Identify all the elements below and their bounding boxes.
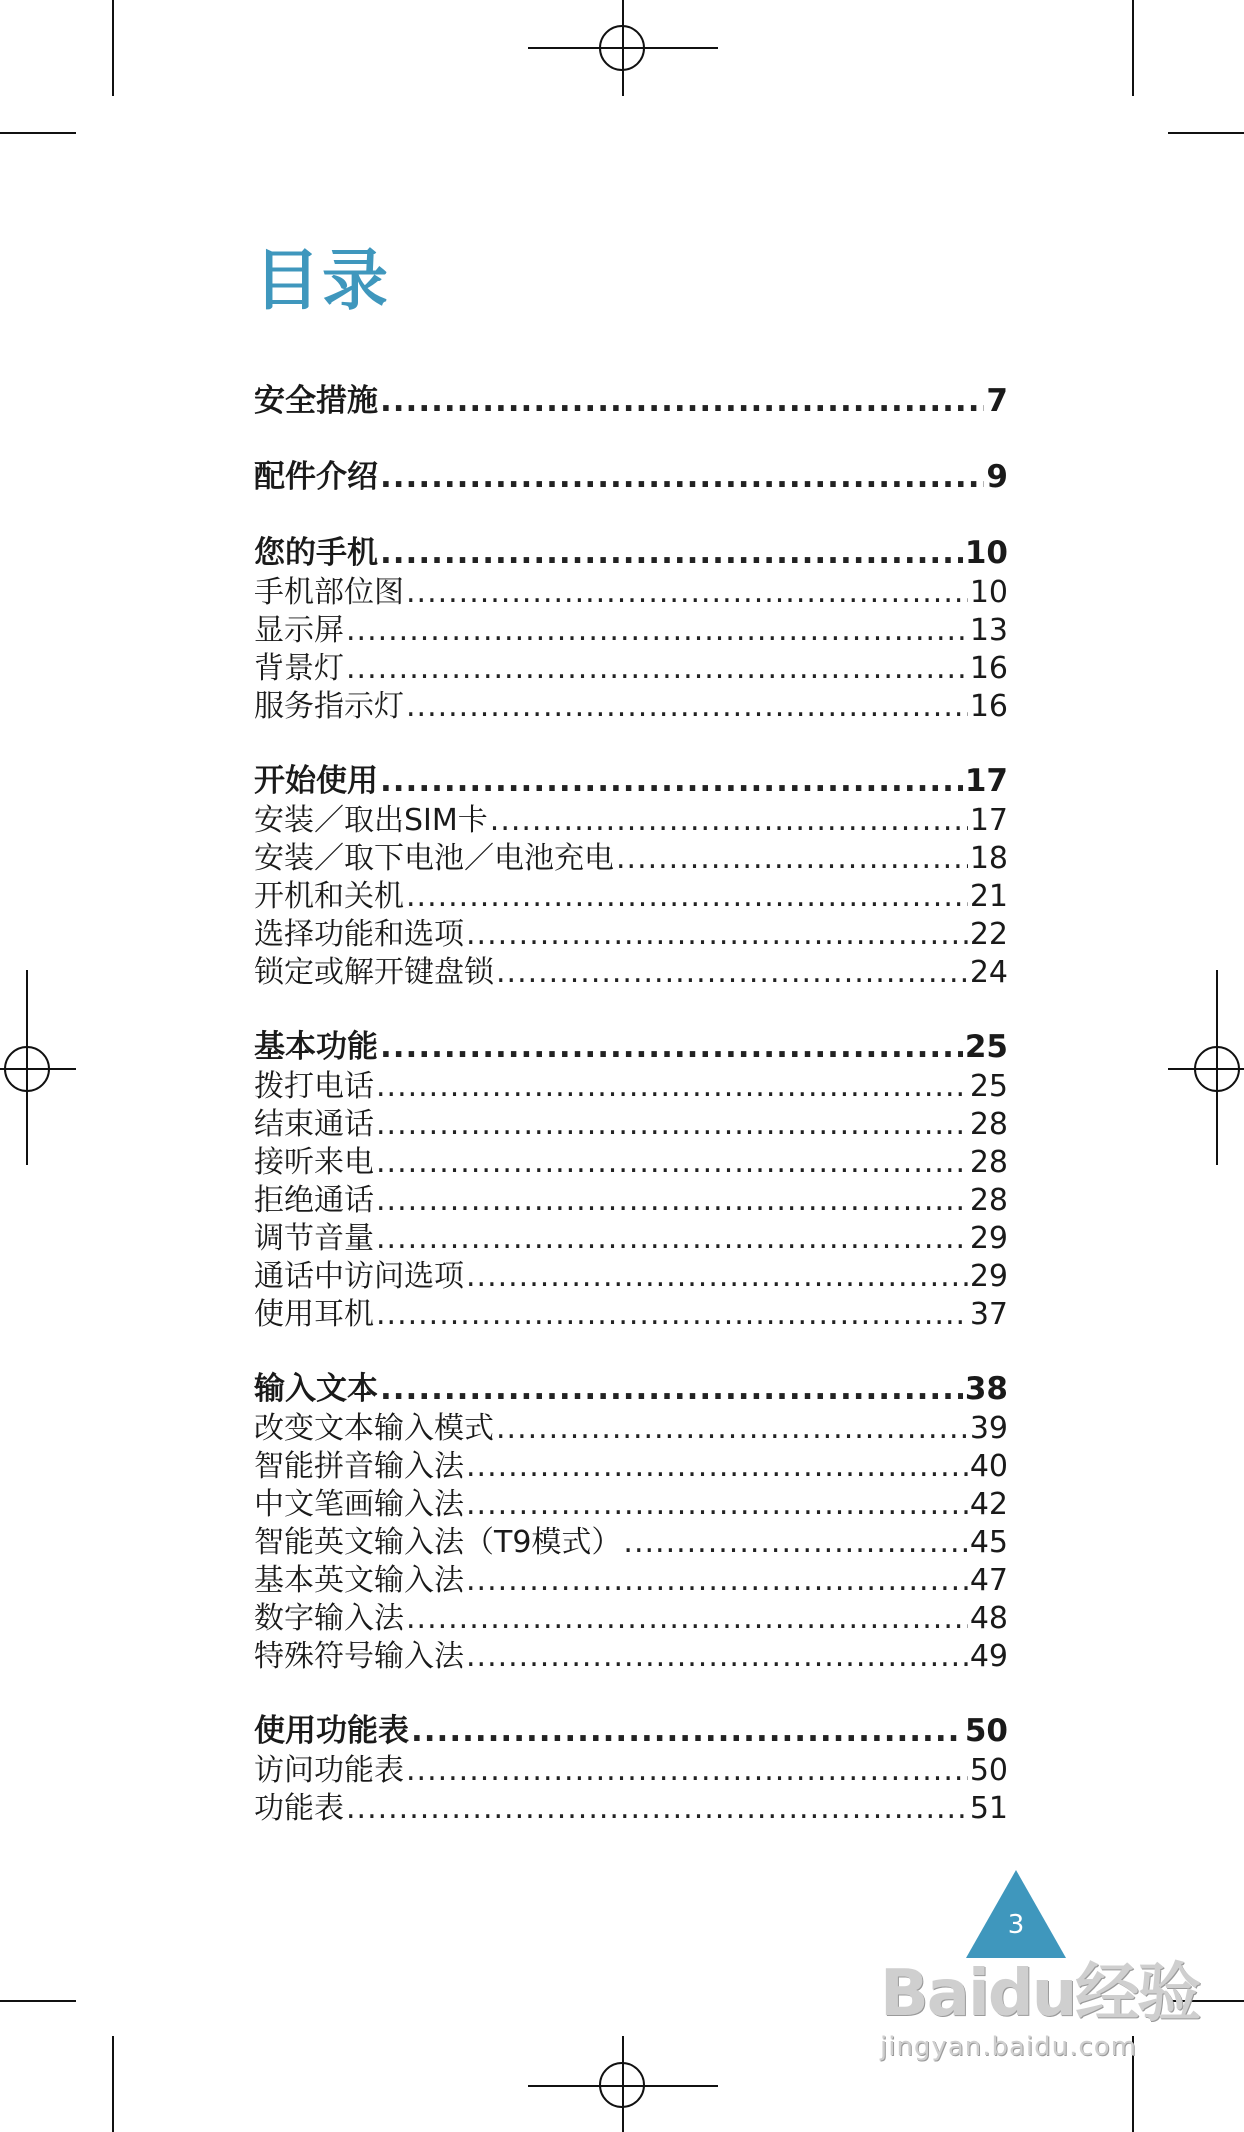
toc-leader-dots (380, 1026, 963, 1068)
toc-entry-label: 开机和关机 (254, 879, 404, 914)
toc-entry-label: 接听来电 (254, 1145, 374, 1180)
toc-section (254, 380, 1008, 422)
toc-entry-label: 结束通话 (254, 1107, 374, 1142)
toc-entry[interactable] (254, 688, 1008, 726)
toc-entry-label: 显示屏 (254, 613, 344, 648)
toc-entry-label: 开始使用 (254, 763, 378, 799)
table-of-contents (254, 380, 1008, 1862)
toc-entry-page: 51 (969, 1791, 1008, 1826)
toc-entry-page: 45 (969, 1525, 1008, 1560)
toc-entry[interactable] (254, 1144, 1008, 1182)
toc-leader-dots (376, 1220, 968, 1258)
toc-leader-dots (380, 760, 963, 802)
toc-entry-page: 24 (969, 955, 1008, 990)
toc-section-heading[interactable] (254, 1710, 1008, 1752)
toc-entry-label: 背景灯 (254, 651, 344, 686)
toc-entry-page: 37 (969, 1297, 1008, 1332)
toc-entry-page: 17 (964, 763, 1008, 799)
toc-entry-label: 锁定或解开键盘锁 (254, 955, 494, 990)
toc-entry[interactable] (254, 1106, 1008, 1144)
toc-entry-page: 9 (986, 459, 1008, 495)
toc-entry[interactable] (254, 878, 1008, 916)
toc-entry[interactable] (254, 1486, 1008, 1524)
toc-entry[interactable] (254, 1524, 1008, 1562)
toc-entry-label: 中文笔画输入法 (254, 1487, 464, 1522)
toc-entry-page: 16 (969, 689, 1008, 724)
toc-entry-label: 调节音量 (254, 1221, 374, 1256)
toc-leader-dots (380, 1368, 963, 1410)
toc-entry-page: 50 (964, 1713, 1008, 1749)
toc-section-heading[interactable] (254, 456, 1008, 498)
toc-entry[interactable] (254, 1220, 1008, 1258)
toc-leader-dots (376, 1144, 968, 1182)
toc-entry-label: 拒绝通话 (254, 1183, 374, 1218)
toc-leader-dots (466, 1258, 968, 1296)
toc-section (254, 1710, 1008, 1828)
registration-mark (599, 2062, 645, 2108)
watermark-logo: Baidu经验 (880, 1957, 1200, 2031)
toc-section-heading[interactable] (254, 1368, 1008, 1410)
toc-entry[interactable] (254, 1790, 1008, 1828)
toc-entry-label: 功能表 (254, 1791, 344, 1826)
toc-entry-page: 25 (964, 1029, 1008, 1065)
crop-mark (112, 2036, 114, 2132)
toc-leader-dots (466, 1448, 968, 1486)
toc-entry-page: 42 (969, 1487, 1008, 1522)
crop-mark (0, 132, 76, 134)
toc-entry-page: 39 (969, 1411, 1008, 1446)
toc-entry-page: 29 (969, 1259, 1008, 1294)
toc-leader-dots (376, 1068, 968, 1106)
toc-entry-label: 访问功能表 (254, 1753, 404, 1788)
toc-leader-dots (466, 916, 968, 954)
toc-leader-dots (406, 574, 968, 612)
toc-entry-page: 22 (969, 917, 1008, 952)
toc-entry-page: 21 (969, 879, 1008, 914)
toc-leader-dots (490, 802, 968, 840)
toc-leader-dots (466, 1562, 968, 1600)
toc-section (254, 456, 1008, 498)
toc-entry-page: 47 (969, 1563, 1008, 1598)
crop-mark (0, 2000, 76, 2002)
toc-entry-label: 拨打电话 (254, 1069, 374, 1104)
toc-entry-page: 25 (969, 1069, 1008, 1104)
toc-leader-dots (376, 1296, 968, 1334)
toc-entry[interactable] (254, 1752, 1008, 1790)
toc-leader-dots (380, 456, 984, 498)
toc-entry-label: 您的手机 (254, 535, 378, 571)
toc-leader-dots (496, 954, 968, 992)
toc-entry-label: 数字输入法 (254, 1601, 404, 1636)
toc-leader-dots (346, 612, 968, 650)
toc-entry-page: 10 (969, 575, 1008, 610)
toc-leader-dots (376, 1182, 968, 1220)
registration-mark (599, 25, 645, 71)
toc-entry-label: 安装／取出SIM卡 (254, 803, 488, 838)
toc-section-heading[interactable] (254, 760, 1008, 802)
toc-section (254, 760, 1008, 992)
toc-entry-label: 改变文本输入模式 (254, 1411, 494, 1446)
toc-section-heading[interactable] (254, 1026, 1008, 1068)
toc-entry-page: 28 (969, 1145, 1008, 1180)
page-number: 3 (1007, 1910, 1025, 1940)
registration-mark (1194, 1046, 1240, 1092)
toc-entry-label: 输入文本 (254, 1371, 378, 1407)
toc-entry-label: 智能拼音输入法 (254, 1449, 464, 1484)
toc-entry[interactable] (254, 1182, 1008, 1220)
toc-entry-label: 特殊符号输入法 (254, 1639, 464, 1674)
toc-entry[interactable] (254, 1600, 1008, 1638)
toc-entry[interactable] (254, 1562, 1008, 1600)
watermark (880, 1957, 1200, 2092)
registration-mark (4, 1046, 50, 1092)
toc-entry[interactable] (254, 1448, 1008, 1486)
toc-entry[interactable] (254, 802, 1008, 840)
toc-entry-label: 配件介绍 (254, 459, 378, 495)
toc-leader-dots (406, 688, 968, 726)
toc-entry-label: 安全措施 (254, 383, 378, 419)
toc-entry-label: 使用功能表 (254, 1713, 409, 1749)
toc-entry-label: 服务指示灯 (254, 689, 404, 724)
toc-entry-label: 基本英文输入法 (254, 1563, 464, 1598)
toc-leader-dots (616, 840, 968, 878)
toc-entry[interactable] (254, 1258, 1008, 1296)
toc-entry-page: 13 (969, 613, 1008, 648)
toc-entry-label: 选择功能和选项 (254, 917, 464, 952)
toc-entry-page: 38 (964, 1371, 1008, 1407)
toc-entry-page: 50 (969, 1753, 1008, 1788)
toc-entry[interactable] (254, 840, 1008, 878)
toc-leader-dots (406, 1752, 968, 1790)
toc-entry-page: 28 (969, 1183, 1008, 1218)
page-title: 目录 (254, 242, 390, 319)
toc-entry-page: 28 (969, 1107, 1008, 1142)
toc-entry[interactable] (254, 1638, 1008, 1676)
watermark-url: jingyan.baidu.com (880, 2032, 1137, 2062)
toc-leader-dots (623, 1524, 967, 1562)
toc-entry-page: 10 (964, 535, 1008, 571)
toc-leader-dots (346, 1790, 968, 1828)
toc-entry-page: 29 (969, 1221, 1008, 1256)
toc-entry-label: 基本功能 (254, 1029, 378, 1065)
toc-entry-page: 7 (986, 383, 1008, 419)
toc-entry-page: 40 (969, 1449, 1008, 1484)
toc-entry[interactable] (254, 1410, 1008, 1448)
toc-section (254, 1026, 1008, 1334)
toc-entry[interactable] (254, 612, 1008, 650)
toc-entry-page: 17 (969, 803, 1008, 838)
toc-leader-dots (380, 380, 984, 422)
toc-entry-label: 手机部位图 (254, 575, 404, 610)
toc-leader-dots (411, 1710, 963, 1752)
toc-leader-dots (466, 1486, 968, 1524)
toc-section (254, 1368, 1008, 1676)
toc-entry-label: 通话中访问选项 (254, 1259, 464, 1294)
toc-entry-label: 使用耳机 (254, 1297, 374, 1332)
toc-entry-page: 16 (969, 651, 1008, 686)
toc-leader-dots (406, 878, 968, 916)
toc-leader-dots (380, 532, 963, 574)
toc-entry[interactable] (254, 574, 1008, 612)
crop-mark (1168, 132, 1244, 134)
crop-mark (1132, 0, 1134, 96)
toc-entry-label: 智能英文输入法（T9模式） (254, 1525, 622, 1560)
toc-entry-label: 安装／取下电池／电池充电 (254, 841, 614, 876)
toc-leader-dots (376, 1106, 968, 1144)
toc-section (254, 532, 1008, 726)
toc-entry[interactable] (254, 954, 1008, 992)
toc-entry[interactable] (254, 1296, 1008, 1334)
toc-entry[interactable] (254, 1068, 1008, 1106)
toc-leader-dots (466, 1638, 968, 1676)
toc-entry-page: 18 (969, 841, 1008, 876)
toc-entry-page: 49 (969, 1639, 1008, 1674)
toc-leader-dots (496, 1410, 968, 1448)
toc-section-heading[interactable] (254, 532, 1008, 574)
crop-mark (112, 0, 114, 96)
toc-section-heading[interactable] (254, 380, 1008, 422)
toc-entry-page: 48 (969, 1601, 1008, 1636)
toc-leader-dots (406, 1600, 968, 1638)
toc-leader-dots (346, 650, 968, 688)
toc-entry[interactable] (254, 650, 1008, 688)
toc-entry[interactable] (254, 916, 1008, 954)
